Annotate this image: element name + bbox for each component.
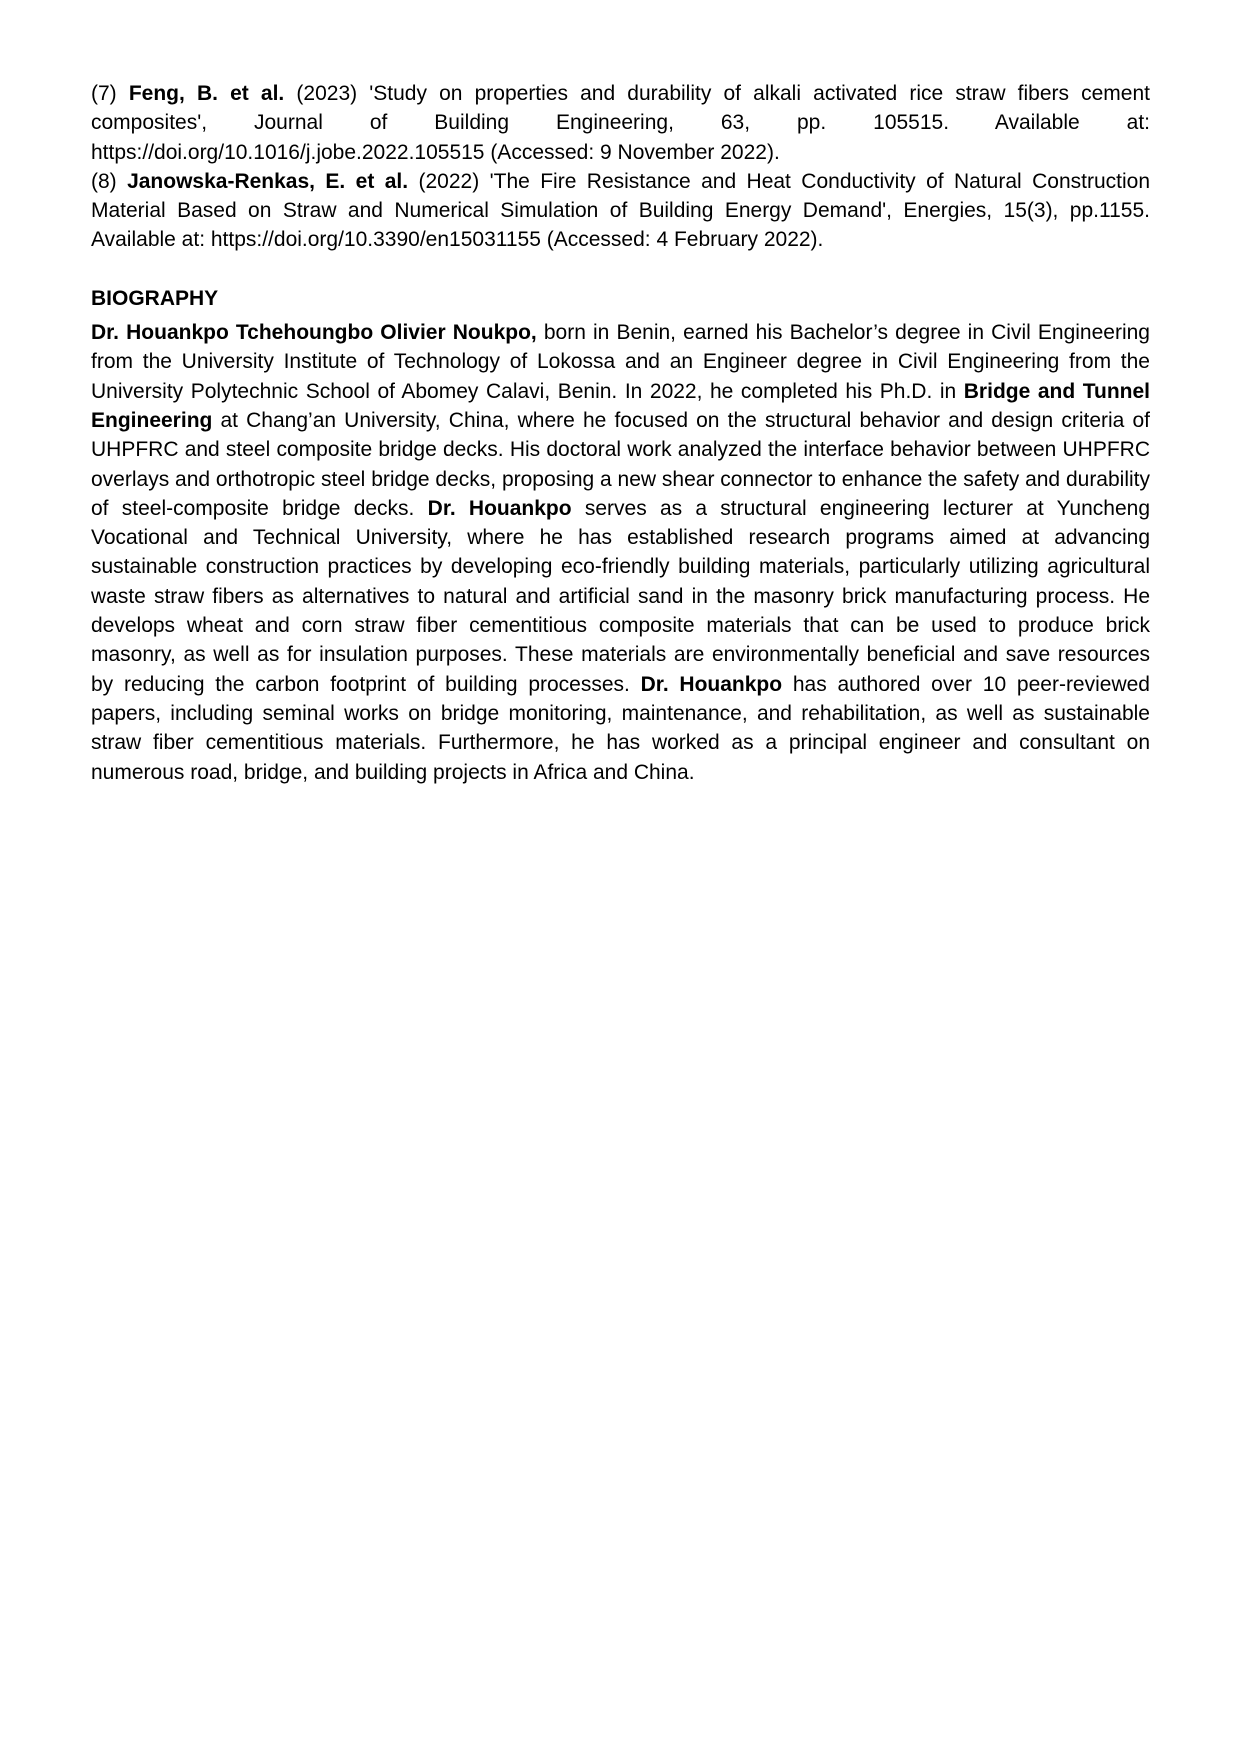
bold-text-segment: Dr. Houankpo [640, 672, 783, 696]
biography-heading: BIOGRAPHY [91, 286, 219, 310]
text-content [91, 79, 1150, 787]
text-segment: (7) [91, 82, 129, 105]
text-segment: (8) [91, 169, 128, 193]
bold-text-segment: Janowska-Renkas, E. et al. [127, 169, 409, 193]
text-segment: (2022) 'The Fire Resistance and Heat Conductivity of Natural Construction Material Based on Straw and Numerical Simulation of Building Energy Demand', Energies, 15(3), pp.1155. Available at: https://doi.org/10.3390/en15031155 (Accessed: 4 February 2022). [91, 169, 1150, 252]
bold-text-segment: Feng, B. et al. [128, 82, 285, 105]
bold-text-segment: Dr. Houankpo Tchehoungbo Olivier Noukpo, [91, 321, 537, 345]
reference-entry-7 [91, 79, 1150, 167]
text-segment: has authored over 10 peer-reviewed papers, including seminal works on bridge monitoring, maintenance, and rehabilitation, as well as sustainable straw fiber cementitious materials. Furthermore, he has worked as a principal engineer and consultant on numerous road, bridge, and building projects in Africa and China. [91, 672, 1150, 784]
bold-text-segment: Dr. Houankpo [427, 496, 572, 520]
text-segment: serves as a structural engineering lecturer at Yuncheng Vocational and Technical University, where he has established research programs aimed at advancing sustainable construction practices by developing eco-friendly building materials, particularly utilizing agricultural waste straw fibers as alternatives to natural and artificial sand in the masonry brick manufacturing process. He develops wheat and corn straw fiber cementitious composite materials that can be used to produce brick masonry, as well as for insulation purposes. These materials are environmentally beneficial and save resources by reducing the carbon footprint of building processes. [91, 496, 1151, 696]
bold-text-segment: Bridge and Tunnel Engineering [91, 379, 1150, 432]
text-segment: at Chang’an University, China, where he focused on the structural behavior and design criteria of UHPFRC and steel composite bridge decks. His doctoral work analyzed the interface behavior between UHPFRC overlays and orthotropic steel bridge decks, proposing a new shear connector to enhance the safety and durability of steel-composite bridge decks. [91, 408, 1150, 520]
text-segment: born in Benin, earned his Bachelor’s degree in Civil Engineering from the University Institute of Technology of Lokossa and an Engineer degree in Civil Engineering from the University Polytechnic School of Abomey Calavi, Benin. In 2022, he completed his Ph.D. in [91, 321, 1150, 403]
reference-entry-8 [91, 167, 1150, 255]
biography-paragraph [91, 318, 1150, 787]
text-segment: (2023) 'Study on properties and durability of alkali activated rice straw fibers cement composites', Journal of Building Engineering, 63, pp. 105515. Available at: https://doi.org/10.1016/j.jobe.2022.105515 (Accessed: 9 November 2022). [91, 82, 1150, 164]
